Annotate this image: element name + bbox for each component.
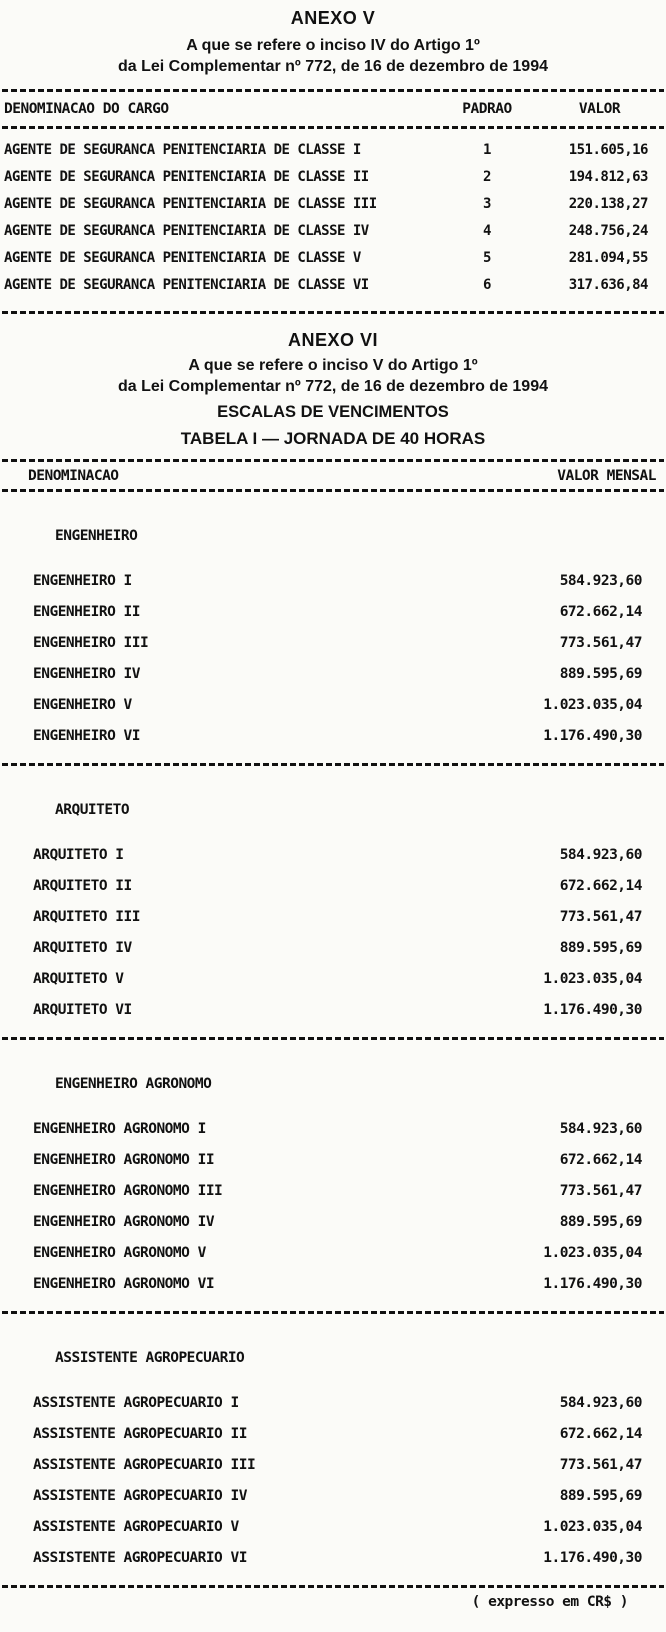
anexo-vi-table-header bbox=[0, 462, 666, 489]
cell-denominacao: ENGENHEIRO V bbox=[33, 697, 132, 713]
cell-cargo: AGENTE DE SEGURANCA PENITENCIARIA DE CLASSE IV bbox=[4, 223, 369, 239]
cell-cargo: AGENTE DE SEGURANCA PENITENCIARIA DE CLASSE II bbox=[4, 169, 369, 185]
cell-denominacao: ENGENHEIRO AGRONOMO I bbox=[33, 1121, 206, 1137]
divider bbox=[2, 489, 664, 492]
cell-padrao: 5 bbox=[483, 250, 491, 266]
cell-valor: 672.662,14 bbox=[559, 604, 642, 620]
anexo-vi-subtitle-line2: da Lei Complementar nº 772, de 16 de dezembro de 1994 bbox=[118, 378, 548, 395]
table-row bbox=[0, 1176, 666, 1207]
currency-footnote: ( expresso em CR$ ) bbox=[471, 1594, 628, 1610]
cell-cargo: AGENTE DE SEGURANCA PENITENCIARIA DE CLASSE VI bbox=[4, 277, 369, 293]
table-row bbox=[0, 902, 666, 933]
table-row bbox=[0, 1269, 666, 1300]
table-row bbox=[4, 191, 662, 218]
cell-valor: 584.923,60 bbox=[559, 1395, 642, 1411]
cell-valor: 584.923,60 bbox=[559, 573, 642, 589]
table-row bbox=[0, 566, 666, 597]
cell-denominacao: ENGENHEIRO AGRONOMO V bbox=[33, 1245, 206, 1261]
cell-valor: 584.923,60 bbox=[559, 1121, 642, 1137]
cell-denominacao: ENGENHEIRO I bbox=[33, 573, 132, 589]
cell-valor: 584.923,60 bbox=[559, 847, 642, 863]
table-row bbox=[0, 1145, 666, 1176]
group-title: ARQUITETO bbox=[55, 802, 130, 818]
table-row bbox=[0, 1207, 666, 1238]
cell-denominacao: ARQUITETO II bbox=[33, 878, 132, 894]
cell-valor: 889.595,69 bbox=[559, 1488, 642, 1504]
header-cell-valor: VALOR bbox=[578, 101, 621, 117]
header-cell-denominacao: DENOMINACAO bbox=[28, 468, 119, 484]
cell-valor: 317.636,84 bbox=[568, 277, 648, 293]
escalas-heading: ESCALAS DE VENCIMENTOS bbox=[217, 403, 449, 421]
header-cell-cargo: DENOMINACAO DO CARGO bbox=[4, 101, 169, 117]
table-row bbox=[0, 628, 666, 659]
table-row bbox=[0, 1388, 666, 1419]
anexo-vi-table-body bbox=[0, 526, 666, 1588]
table-row bbox=[0, 659, 666, 690]
cell-valor: 672.662,14 bbox=[559, 1426, 642, 1442]
cell-denominacao: ENGENHEIRO IV bbox=[33, 666, 140, 682]
cell-denominacao: ENGENHEIRO AGRONOMO VI bbox=[33, 1276, 215, 1292]
cell-valor: 220.138,27 bbox=[568, 196, 648, 212]
group-title: ENGENHEIRO AGRONOMO bbox=[55, 1076, 212, 1092]
cell-denominacao: ASSISTENTE AGROPECUARIO V bbox=[33, 1519, 239, 1535]
group-rows bbox=[0, 840, 666, 1026]
group-rows bbox=[0, 566, 666, 752]
cell-denominacao: ENGENHEIRO II bbox=[33, 604, 140, 620]
cell-denominacao: ASSISTENTE AGROPECUARIO II bbox=[33, 1426, 247, 1442]
cell-valor: 1.176.490,30 bbox=[543, 1276, 642, 1292]
table-row bbox=[0, 1481, 666, 1512]
group-rows bbox=[0, 1388, 666, 1574]
cell-denominacao: ENGENHEIRO AGRONOMO II bbox=[33, 1152, 215, 1168]
cell-valor: 1.023.035,04 bbox=[543, 971, 642, 987]
cell-valor: 672.662,14 bbox=[559, 1152, 642, 1168]
cell-valor: 248.756,24 bbox=[568, 223, 648, 239]
cell-padrao: 4 bbox=[483, 223, 491, 239]
cell-denominacao: ARQUITETO V bbox=[33, 971, 124, 987]
anexo-v-subtitle-line2: da Lei Complementar nº 772, de 16 de dezembro de 1994 bbox=[118, 58, 548, 75]
cell-valor: 773.561,47 bbox=[559, 1457, 642, 1473]
table-row bbox=[0, 1419, 666, 1450]
table-row bbox=[0, 871, 666, 902]
table-row bbox=[0, 1543, 666, 1574]
table-row bbox=[0, 964, 666, 995]
table-row bbox=[0, 597, 666, 628]
cell-denominacao: ASSISTENTE AGROPECUARIO I bbox=[33, 1395, 239, 1411]
table-row bbox=[4, 218, 662, 245]
cell-denominacao: ARQUITETO I bbox=[33, 847, 124, 863]
cell-valor: 151.605,16 bbox=[568, 142, 648, 158]
cell-denominacao: ENGENHEIRO VI bbox=[33, 728, 140, 744]
cell-padrao: 1 bbox=[483, 142, 491, 158]
cell-valor: 1.023.035,04 bbox=[543, 1519, 642, 1535]
table-row bbox=[4, 164, 662, 191]
cell-denominacao: ASSISTENTE AGROPECUARIO III bbox=[33, 1457, 256, 1473]
divider bbox=[2, 1037, 664, 1040]
cell-valor: 773.561,47 bbox=[559, 909, 642, 925]
divider bbox=[2, 1311, 664, 1314]
cell-valor: 1.023.035,04 bbox=[543, 1245, 642, 1261]
cell-valor: 889.595,69 bbox=[559, 666, 642, 682]
cell-denominacao: ENGENHEIRO III bbox=[33, 635, 149, 651]
cell-denominacao: ARQUITETO IV bbox=[33, 940, 132, 956]
cell-denominacao: ARQUITETO III bbox=[33, 909, 140, 925]
table-row bbox=[4, 137, 662, 164]
anexo-v-title: ANEXO V bbox=[290, 8, 376, 28]
anexo-v-table-header bbox=[0, 92, 666, 126]
cell-denominacao: ENGENHEIRO AGRONOMO III bbox=[33, 1183, 223, 1199]
tabela-heading: TABELA I — JORNADA DE 40 HORAS bbox=[180, 429, 486, 448]
anexo-vi-section bbox=[0, 330, 666, 1612]
cell-denominacao: ASSISTENTE AGROPECUARIO VI bbox=[33, 1550, 247, 1566]
table-row bbox=[0, 1238, 666, 1269]
table-row bbox=[0, 1512, 666, 1543]
table-row bbox=[0, 933, 666, 964]
table-row bbox=[0, 995, 666, 1026]
table-row bbox=[0, 721, 666, 752]
cell-valor: 1.176.490,30 bbox=[543, 1002, 642, 1018]
cell-denominacao: ENGENHEIRO AGRONOMO IV bbox=[33, 1214, 215, 1230]
cell-padrao: 3 bbox=[483, 196, 491, 212]
anexo-v-subtitle-line1: A que se refere o inciso IV do Artigo 1º bbox=[186, 37, 480, 54]
anexo-vi-title: ANEXO VI bbox=[287, 330, 379, 350]
cell-padrao: 6 bbox=[483, 277, 491, 293]
cell-valor: 1.176.490,30 bbox=[543, 1550, 642, 1566]
divider bbox=[2, 763, 664, 766]
table-row bbox=[0, 1450, 666, 1481]
cell-valor: 1.176.490,30 bbox=[543, 728, 642, 744]
cell-valor: 889.595,69 bbox=[559, 940, 642, 956]
table-row bbox=[4, 245, 662, 272]
cell-valor: 672.662,14 bbox=[559, 878, 642, 894]
table-row bbox=[0, 690, 666, 721]
cell-valor: 773.561,47 bbox=[559, 635, 642, 651]
header-cell-valor-mensal: VALOR MENSAL bbox=[557, 468, 656, 484]
group-title: ASSISTENTE AGROPECUARIO bbox=[55, 1350, 245, 1366]
cell-cargo: AGENTE DE SEGURANCA PENITENCIARIA DE CLASSE III bbox=[4, 196, 377, 212]
cell-cargo: AGENTE DE SEGURANCA PENITENCIARIA DE CLASSE I bbox=[4, 142, 361, 158]
table-row bbox=[0, 1114, 666, 1145]
cell-denominacao: ASSISTENTE AGROPECUARIO IV bbox=[33, 1488, 247, 1504]
cell-cargo: AGENTE DE SEGURANCA PENITENCIARIA DE CLASSE V bbox=[4, 250, 361, 266]
table-row bbox=[4, 272, 662, 299]
table-row bbox=[0, 840, 666, 871]
group-title: ENGENHEIRO bbox=[55, 528, 138, 544]
anexo-vi-subtitle-line1: A que se refere o inciso V do Artigo 1º bbox=[188, 357, 478, 374]
cell-valor: 1.023.035,04 bbox=[543, 697, 642, 713]
cell-denominacao: ARQUITETO VI bbox=[33, 1002, 132, 1018]
divider bbox=[2, 1585, 664, 1588]
group-rows bbox=[0, 1114, 666, 1300]
cell-valor: 281.094,55 bbox=[568, 250, 648, 266]
divider bbox=[2, 311, 664, 314]
anexo-v-section bbox=[0, 0, 666, 314]
cell-valor: 889.595,69 bbox=[559, 1214, 642, 1230]
cell-valor: 194.812,63 bbox=[568, 169, 648, 185]
cell-padrao: 2 bbox=[483, 169, 491, 185]
header-cell-padrao: PADRAO bbox=[462, 101, 512, 117]
anexo-v-table-body bbox=[0, 129, 666, 311]
cell-valor: 773.561,47 bbox=[559, 1183, 642, 1199]
